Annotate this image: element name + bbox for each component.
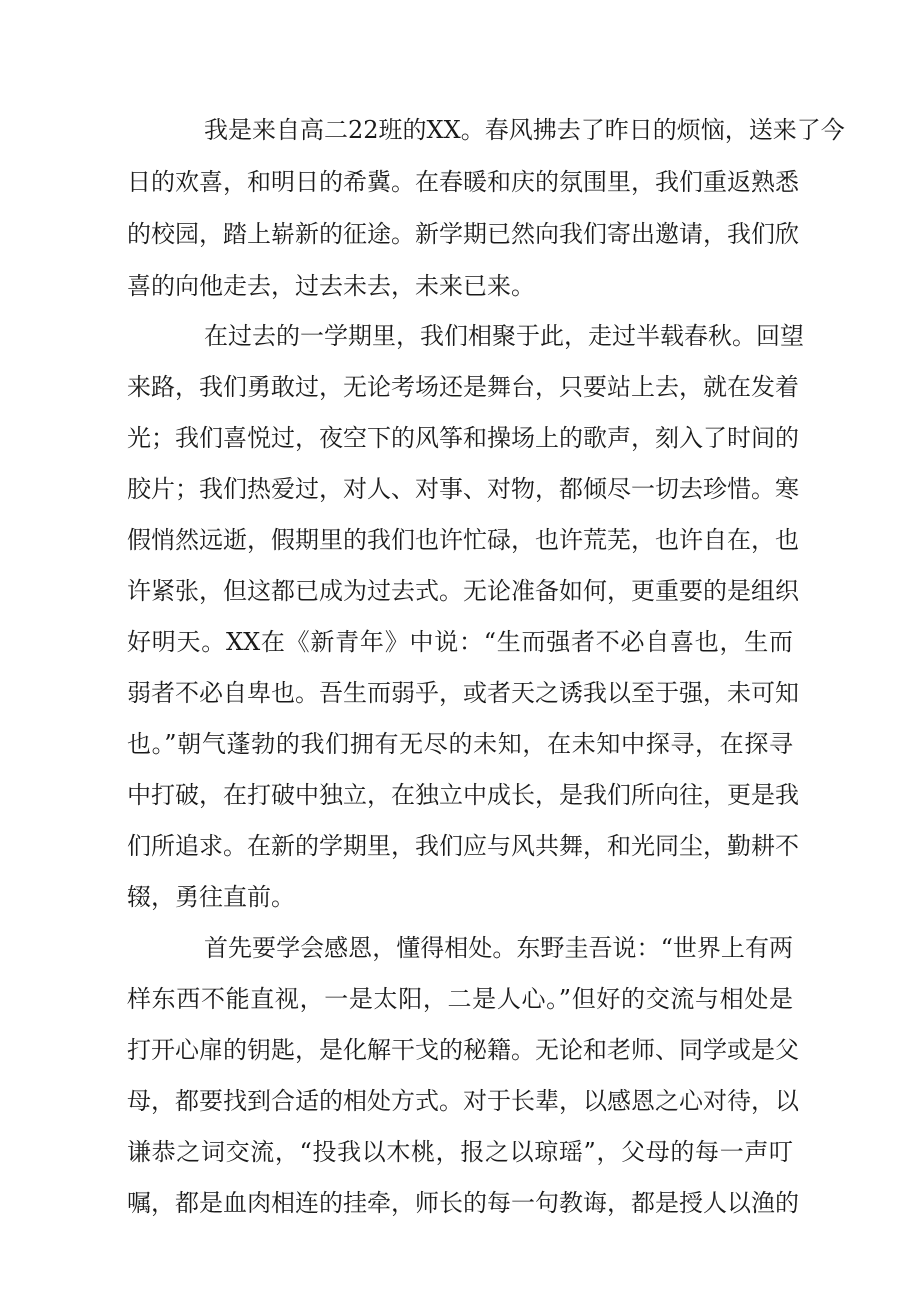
paragraph-2-line-12: 辍，勇往直前。	[127, 883, 295, 911]
paragraph-3-line-3: 打开心扉的钥匙，是化解干戈的秘籍。无论和老师、同学或是父	[127, 1036, 799, 1064]
paragraph-1-line-4: 喜的向他走去，过去未去，未来已来。	[127, 272, 535, 300]
paragraph-2-line-1: 在过去的一学期里，我们相聚于此，走过半载春秋。回望	[204, 322, 804, 350]
paragraph-2-line-11: 们所追求。在新的学期里，我们应与风共舞，和光同尘，勤耕不	[127, 832, 799, 860]
paragraph-2-line-2: 来路，我们勇敢过，无论考场还是舞台，只要站上去，就在发着	[127, 373, 799, 401]
paragraph-3-line-1: 首先要学会感恩，懂得相处。东野圭吾说：“世界上有两	[204, 934, 793, 962]
paragraph-2-line-3: 光；我们喜悦过，夜空下的风筝和操场上的歌声，刻入了时间的	[127, 424, 799, 452]
paragraph-2-line-8: 弱者不必自卑也。吾生而弱乎，或者天之诱我以至于强，未可知	[127, 679, 799, 707]
paragraph-3-line-6: 嘱，都是血肉相连的挂牵，师长的每一句教诲，都是授人以渔的	[127, 1189, 799, 1217]
paragraph-3-line-2: 样东西不能直视，一是太阳，二是人心。”但好的交流与相处是	[127, 985, 793, 1013]
paragraph-1-line-2: 日的欢喜，和明日的希冀。在春暖和庆的氛围里，我们重返熟悉	[127, 168, 799, 196]
paragraph-3-line-5: 谦恭之词交流，“投我以木桃，报之以琼瑶”，父母的每一声叮	[127, 1138, 793, 1166]
paragraph-2-line-9: 也。”朝气蓬勃的我们拥有无尽的未知，在未知中探寻，在探寻	[127, 730, 793, 758]
paragraph-2-line-6: 许紧张，但这都已成为过去式。无论准备如何，更重要的是组织	[127, 577, 799, 605]
paragraph-1-line-3: 的校园，踏上崭新的征途。新学期已然向我们寄出邀请，我们欣	[127, 220, 799, 248]
paragraph-3-line-4: 母，都要找到合适的相处方式。对于长辈，以感恩之心对待，以	[127, 1087, 799, 1115]
paragraph-2-line-4: 胶片；我们热爱过，对人、对事、对物，都倾尽一切去珍惜。寒	[127, 475, 799, 503]
paragraph-2-line-10: 中打破，在打破中独立，在独立中成长，是我们所向往，更是我	[127, 781, 799, 809]
paragraph-2-line-7: 好明天。XX在《新青年》中说：“生而强者不必自喜也，生而	[127, 628, 793, 656]
paragraph-2-line-5: 假悄然远逝，假期里的我们也许忙碌，也许荒芜，也许自在，也	[127, 526, 799, 554]
paragraph-1-line-1: 我是来自高二22班的XX。春风拂去了昨日的烦恼，送来了今	[204, 116, 845, 144]
